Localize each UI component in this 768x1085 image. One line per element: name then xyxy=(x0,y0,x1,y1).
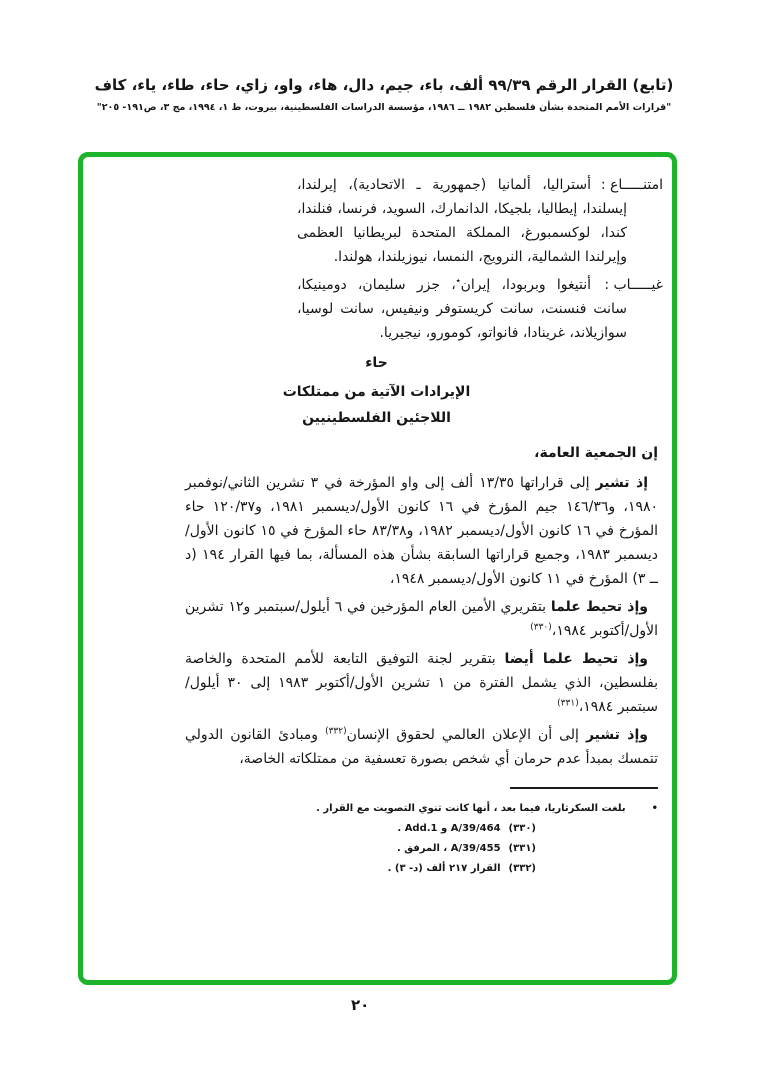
green-annotation-box xyxy=(78,152,677,985)
paragraph-declaration xyxy=(185,723,658,771)
paragraph-lead: وإذ تشير xyxy=(585,727,648,743)
abstention-countries: أستراليا، ألمانيا (جمهورية ـ الاتحادية)، إيرلندا، إيسلندا، إيطاليا، بلجيكا، الدانمارك، السويد، فرنسا، فنلندا، كندا، لوكسمبورغ، المملكة المتحدة لبريطانيا العظمى وإيرلندا الشمالية، النرويج، النمسا، نيوزيلندا، هولندا. xyxy=(297,177,627,265)
paragraph-text: إلى أن الإعلان العالمي لحقوق الإنسان xyxy=(346,727,586,743)
footnote-star-marker: ٭ xyxy=(455,276,461,287)
footnote-332 xyxy=(185,859,536,879)
assembly-line: إن الجمعية العامة، xyxy=(534,445,658,461)
footnote-330 xyxy=(185,819,536,839)
section-title xyxy=(185,379,568,431)
footnote-text: A/39/455 ، المرفق . xyxy=(396,843,501,854)
paragraph-text: بتقريري الأمين العام المؤرخين في ٦ أيلول/سبتمبر و١٢ تشرين الأول/أكتوبر ١٩٨٤، xyxy=(185,599,658,639)
paragraph-text: إلى قراراتها ١٣/٣٥ ألف إلى واو المؤرخة في ٣ تشرين الثاني/نوفمبر ١٩٨٠، و١٤٦/٣٦ جيم المؤرخ في ١٦ كانون الأول/ديسمبر ١٩٨١، و١٢٠/٣٧ حاء المؤرخ في ١٦ كانون الأول/ديسمبر ١٩٨٢، و٨٣/٣٨ حاء المؤرخ في ١٥ كانون الأول/ديسمبر ١٩٨٣، وجميع قراراتها السابقة بشأن هذه المسألة، بما فيها القرار ١٩٤ (د ــ ٣) المؤرخ في ١١ كانون الأول/ديسمبر ١٩٤٨، xyxy=(185,475,659,587)
footnote-331 xyxy=(185,839,536,859)
paragraph-recalls xyxy=(185,471,658,591)
footnote-number: (٣٣٢) xyxy=(508,863,536,874)
paragraph-lead: وإذ تحيط علما xyxy=(550,599,648,615)
absence-block xyxy=(297,273,663,345)
footnote-star-text: بلغت السكرتاريا، فيما بعد ، أنها كانت تنوي التصويت مع القرار . xyxy=(316,803,626,814)
paragraph-lead: إذ تشير xyxy=(595,475,648,491)
footnote-number: (٣٣٠) xyxy=(508,823,536,834)
paragraph-text: ومبادئ القانون الدولي تتمسك بمبدأ عدم حرمان أي شخص بصورة تعسفية من ممتلكاته الخاصة، xyxy=(185,727,658,767)
footnote-number: (٣٣١) xyxy=(508,843,536,854)
abstention-block xyxy=(297,173,663,269)
absence-countries-part2: ، جزر سليمان، دومينيكا، سانت فنسنت، سانت كريستوفر ونيفيس، سانت لوسيا، سوازيلاند، غرينادا، فانواتو، كومورو، نيجيريا. xyxy=(297,277,627,341)
page-header xyxy=(0,76,768,113)
section-title-line1: الإيرادات الآتية من ممتلكات xyxy=(282,384,471,400)
footnote-text: القرار ٢١٧ ألف (د- ٣) . xyxy=(387,863,501,874)
footnote-separator xyxy=(510,787,658,789)
section-title-line2: اللاجئين الفلسطينيين xyxy=(302,410,451,426)
paragraph-text: بتقرير لجنة التوفيق التابعة للأمم المتحدة والخاصة بفلسطين، الذي يشمل الفترة من ١ تشرين الأول/أكتوبر ١٩٨٣ إلى ٣٠ أيلول/سبتمبر ١٩٨٤، xyxy=(185,651,658,715)
paragraph-notes-reports xyxy=(185,595,658,643)
paragraph-notes-commission xyxy=(185,647,658,719)
absence-label: غيـــــاب : xyxy=(604,277,663,293)
footnote-text: A/39/464 و Add.1 . xyxy=(397,823,501,834)
footnote-ref-330: (٣٣٠) xyxy=(530,622,552,633)
resolution-title: (تابع) القرار الرقم ٩٩/٣٩ ألف، باء، جيم، دال، هاء، واو، زاي، حاء، طاء، ياء، كاف xyxy=(94,76,674,94)
footnote-ref-331: (٣٣١) xyxy=(557,698,579,709)
footnote-ref-332: (٣٣٢) xyxy=(325,726,347,737)
page-number: ٢٠ xyxy=(351,996,370,1014)
footnote-star-line xyxy=(185,799,658,819)
document-body xyxy=(185,169,663,879)
abstention-label: امتنـــــاع : xyxy=(600,177,663,193)
absence-countries-part1: أنتيغوا وبربودا، إيران xyxy=(460,277,591,293)
footnote-bullet-icon: • xyxy=(651,803,658,814)
source-citation: "قرارات الأمم المتحدة بشأن فلسطين ١٩٨٢ ــ ١٩٨٦، مؤسسة الدراسات الفلسطينية، بيروت، ط ١، ١٩٩٤، مج ٣، ص١٩١- ٢٠٥" xyxy=(96,102,672,113)
section-letter: حاء xyxy=(365,355,388,371)
paragraph-lead: وإذ تحيط علما أيضا xyxy=(504,651,649,667)
